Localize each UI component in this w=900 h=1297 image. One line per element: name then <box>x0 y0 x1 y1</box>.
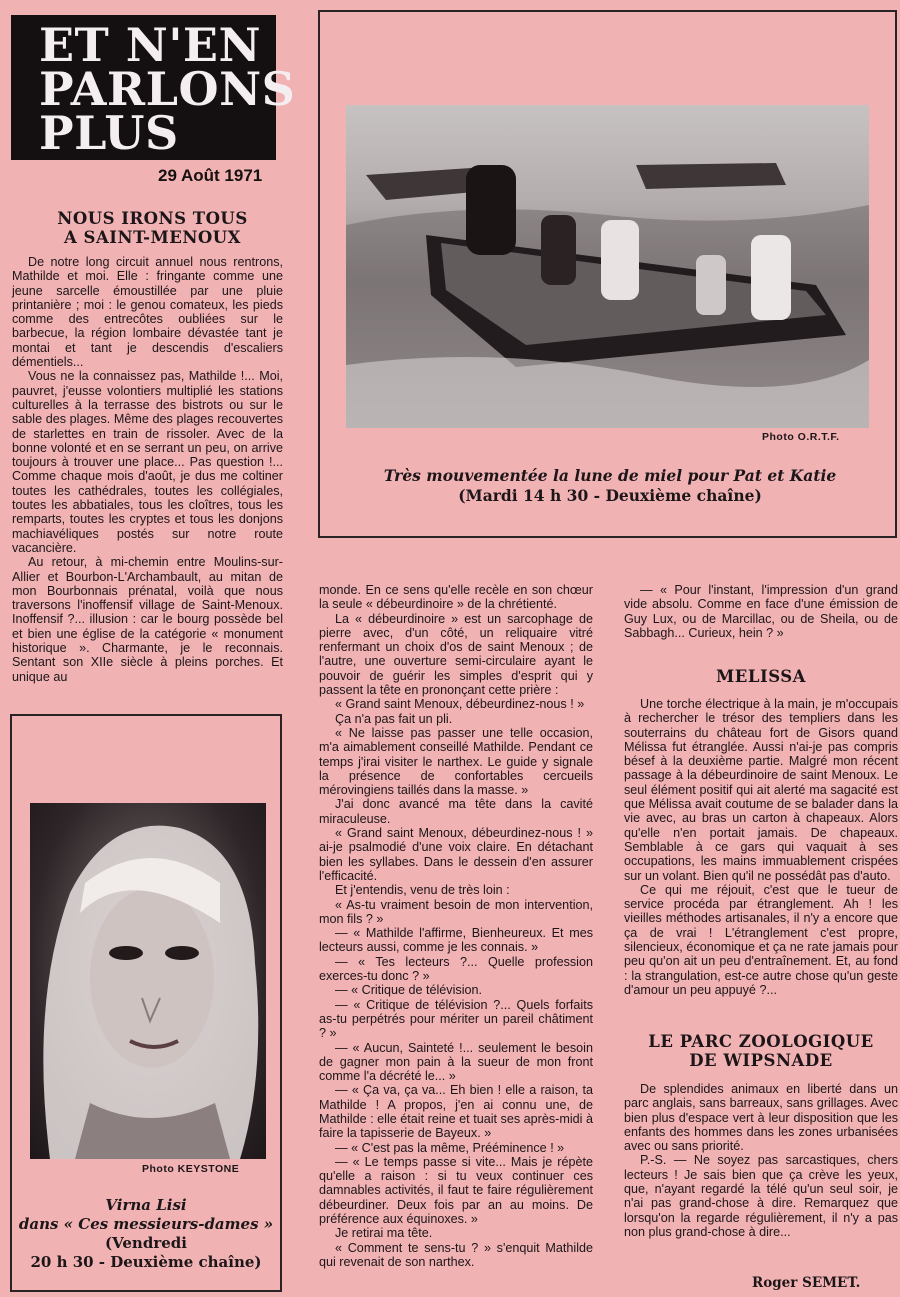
photo-credit-top: Photo O.R.T.F. <box>762 431 840 443</box>
paragraph: — « Le temps passe si vite... Mais je répète qu'elle a raison : si tu veux continuer ces damnables activités, il faut te faire régulièrement débeurdiner. Deux fois par an au moins. De préférence aux équinoxes. » <box>319 1154 593 1227</box>
banner-line-2: PARLONS <box>39 62 296 116</box>
caption-film: dans « Ces messieurs-dames » <box>18 1215 274 1233</box>
caption-schedule: 20 h 30 - Deuxième chaîne) <box>30 1253 262 1271</box>
article-title-saint-menoux <box>20 209 285 247</box>
photo-caption-bottom <box>14 1196 278 1272</box>
caption-title: Très mouvementée la lune de miel pour Pat et Katie <box>383 466 837 485</box>
paragraph: La « débeurdinoire » est un sarcophage de pierre avec, d'un côté, un reliquaire vitré renfermant un choix d'os de saint Menoux ; de l'autre, une ouverture semi-circulaire ayant le pouvoir de guérir les simples d'esprit qui y passent la tête en prononçant cette prière : <box>319 611 593 698</box>
paragraph: — « Critique de télévision. <box>335 983 482 998</box>
paragraph: « Grand saint Menoux, débeurdinez-nous ! » ai-je psalmodié d'une voix claire. En détachant bien les syllabes. Dans le dessein d'en assurer l'efficacité. <box>319 826 593 883</box>
banner-line-3: PLUS <box>39 106 179 160</box>
paragraph: Je retirai ma tête. <box>335 1226 433 1241</box>
paragraph: P.-S. — Ne soyez pas sarcastiques, chers lecteurs ! Je sais bien que ça crève les yeux, que, n'ayant regardé la télé qu'un seul soir, je n'ai pas grand-chose à dire. Remarquez que lorsqu'on la regarde régulièrement, il n'y a pas non plus grand-chose à dire... <box>624 1153 898 1239</box>
article-column-1 <box>12 255 283 684</box>
paragraph: De notre long circuit annuel nous rentrons, Mathilde et moi. Elle : fringante comme une jeune sarcelle émoustillée par une pluie printanière ; moi : le genou comateux, les pieds comme des entrecôtes oubliées sur le barbecue, la région lombaire dévastée tant je montai et tant je descendis d'escaliers démentiels... <box>12 255 283 370</box>
portrait-illustration <box>30 803 266 1159</box>
paragraph: De splendides animaux en liberté dans un parc anglais, sans barreaux, sans grillages. Avec bien plus d'espace vert à leur disposition que les enfants des hommes dans les zones urbanisées avec ou sans priorité. <box>624 1082 898 1154</box>
author-signature: Roger SEMET. <box>752 1275 861 1291</box>
article-title-line-1: LE PARC ZOOLOGIQUE <box>648 1032 874 1051</box>
paragraph: — « Aucun, Sainteté !... seulement le besoin de gagner mon pain à la sueur de mon front comme l'a décrété le... » <box>319 1040 593 1084</box>
paragraph: Une torche électrique à la main, je m'occupais à rechercher le trésor des templiers dans les souterrains du château fort de Gisors quand Mélissa fut étranglée. Aussi n'ai-je pas compris bésef à la deuxième partie. Malgré mon récent passage à la débeurdinoire de saint Menoux. Le seul élément positif qui ait alerté ma sagacité est que Mélissa avait coutume de se balader dans la vie avec, au bras un carton à chapeaux. Alors qu'elle n'en portait jamais. De chapeaux. Semblable à ce gars qui vaquait à ses occupations, les mains immuablement crispées sur un volant. Bien qu'il ne possédât pas d'auto. <box>624 697 898 883</box>
paragraph: monde. En ce sens qu'elle recèle en son chœur la seule « débeurdinoire » de la chrétienté. <box>319 583 593 612</box>
paragraph: — « Ça va, ça va... Eh bien ! elle a raison, ta Mathilde ! A propos, j'en ai connu une, de Mathilde : elle était reine et tuait ses après-midi à faire la tapisserie de Bayeux. » <box>319 1083 593 1141</box>
paragraph: J'ai donc avancé ma tête dans la cavité miraculeuse. <box>319 797 593 826</box>
photo-credit-bottom: Photo KEYSTONE <box>142 1163 240 1175</box>
paragraph: — « Critique de télévision ?... Quels forfaits as-tu perpétrés pour mériter un pareil châtiment ? » <box>319 997 593 1041</box>
article-title-line-2: DE WIPSNADE <box>689 1051 833 1070</box>
paragraph: Au retour, à mi-chemin entre Moulins-sur-Allier et Bourbon-L'Archambault, au mitan de mon Bourbonnais prénatal, voilà que nous traversons l'inoffensif village de Saint-Menoux. Inoffensif ?... illusion : car le bourg possède bel et bien une église de la catégorie « monument historique ». Charmante, je le reconnais. Sentant son XIIe siècle à pleins porches. Et unique au <box>12 555 283 684</box>
caption-schedule: (Mardi 14 h 30 - Deuxième chaîne) <box>458 486 762 505</box>
paragraph: Ça n'a pas fait un pli. <box>335 711 453 726</box>
paragraph: — « Tes lecteurs ?... Quelle profession exerces-tu donc ? » <box>319 954 593 984</box>
photo-caption-top <box>330 466 890 506</box>
paragraph: — « Mathilde l'affirme, Bienheureux. Et mes lecteurs aussi, comme je les connais. » <box>319 926 593 955</box>
article-wipsnade-body <box>624 1082 898 1239</box>
caption-day: (Vendredi <box>105 1234 187 1252</box>
paragraph: — « C'est pas la même, Prééminence ! » <box>335 1140 565 1155</box>
boat-photo <box>346 105 869 428</box>
issue-date: 29 Août 1971 <box>158 166 263 185</box>
column-banner <box>11 15 296 160</box>
article-title-melissa: MELISSA <box>716 667 806 686</box>
boat-illustration <box>346 105 869 428</box>
paragraph: — « Pour l'instant, l'impression d'un grand vide absolu. Comme en face d'une émission de Guy Lux, ou de Marcillac, ou de Sheila, ou de Sabbagh... Curieux, hein ? » <box>624 583 898 640</box>
paragraph: Vous ne la connaissez pas, Mathilde !... Moi, pauvret, j'eusse volontiers multiplié les stations culturelles à la terrasse des bistrots ou sur le sable des plages. Même des plages recouvertes de starlettes en train de rissoler. Avec de la bonne volonté et en se serrant un peu, on arrive toujours à trouver une place... Pas question !... Comme chaque mois d'août, je dus me coltiner toutes les cathédrales, toutes les collégiales, toutes les abbatiales, tous les cloîtres, tous les remparts, toutes les cryptes et tous les donjons machiavéliques postés sur notre route vacancière. <box>12 369 283 555</box>
paragraph: Ce qui me réjouit, c'est que le tueur de service procéda par étranglement. Ah ! les vieilles méthodes artisanales, il n'y a encore que ça de vrai ! L'étranglement c'est propre, silencieux, économique et ça ne rate jamais pour peu qu'on ait un peu d'entraînement. Et, au fond : la strangulation, est-ce autre chose qu'un geste d'amour un peu appuyé ?... <box>624 882 898 997</box>
article-column-2 <box>319 583 593 1295</box>
article-title-line-2: A SAINT-MENOUX <box>64 228 241 247</box>
article-column-3 <box>624 583 898 640</box>
portrait-photo <box>30 803 266 1159</box>
article-melissa-body <box>624 697 898 997</box>
paragraph: « As-tu vraiment besoin de mon intervention, mon fils ? » <box>319 897 593 926</box>
paragraph: « Comment te sens-tu ? » s'enquit Mathilde qui revenait de son narthex. <box>319 1240 593 1269</box>
paragraph: « Grand saint Menoux, débeurdinez-nous ! » <box>335 697 585 712</box>
paragraph: « Ne laisse pas passer une telle occasion, m'a aimablement conseillé Mathilde. Pendant ce temps j'irai visiter le narthex. Le guide y signale la présence de confortables cercueils mérovingiens taillés dans la masse. » <box>319 725 593 798</box>
paragraph: Et j'entendis, venu de très loin : <box>335 883 510 898</box>
article-title-line-1: NOUS IRONS TOUS <box>57 209 248 228</box>
caption-actress: Virna Lisi <box>105 1196 187 1214</box>
article-title-wipsnade <box>624 1032 898 1070</box>
banner-line-1: ET N'EN <box>39 18 262 72</box>
